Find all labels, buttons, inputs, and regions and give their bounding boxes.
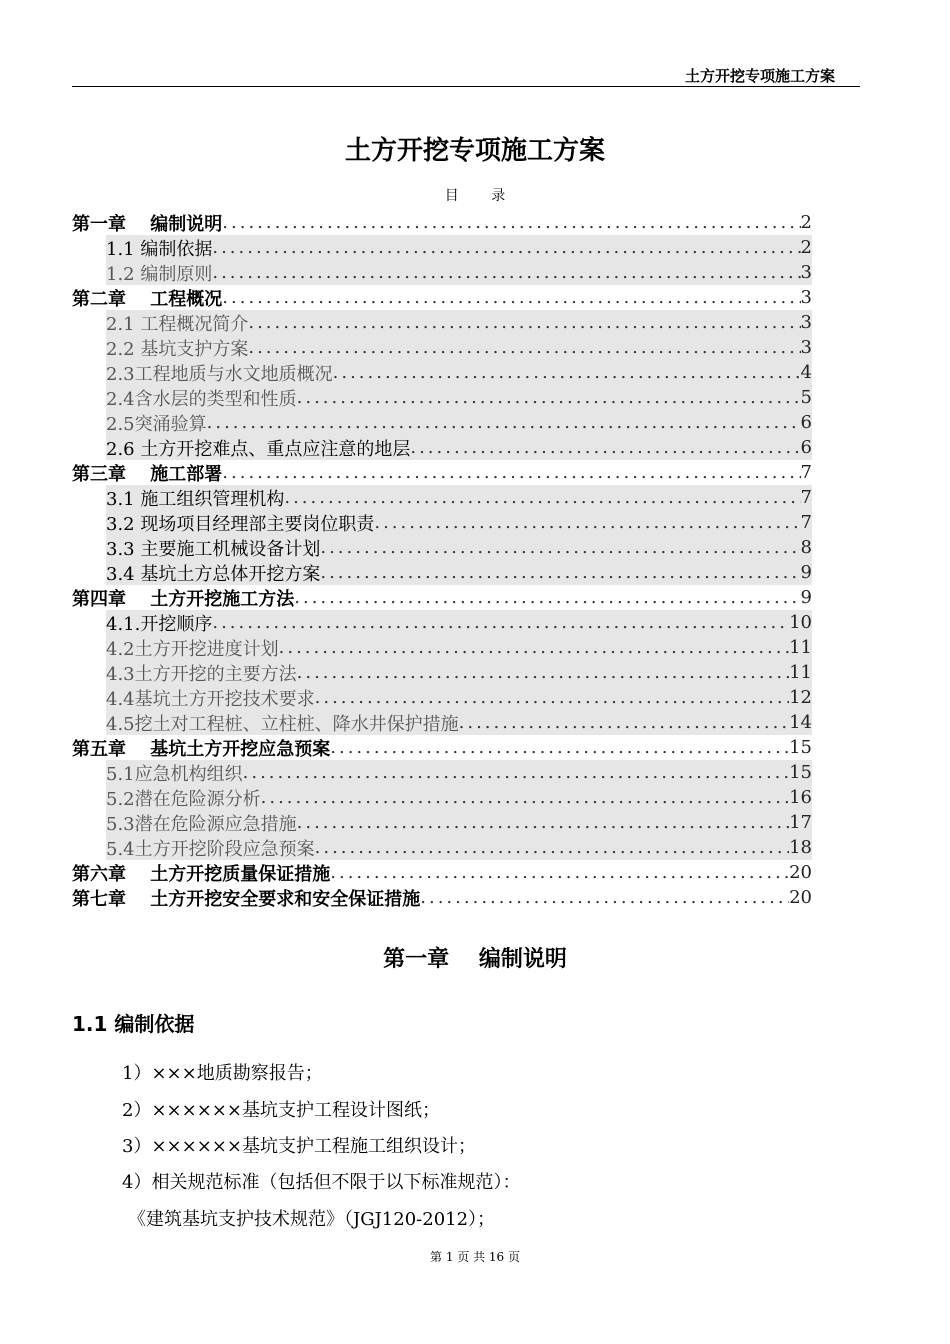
toc-dot-leader — [374, 512, 800, 533]
toc-dot-leader — [297, 812, 789, 833]
toc-entry-label: 第一章 编制说明 — [72, 213, 223, 235]
toc-section-entry[interactable] — [106, 235, 812, 260]
section-heading: 1.1 编制依据 — [72, 1012, 195, 1036]
toc-section-entry[interactable] — [106, 485, 812, 510]
toc-entry-label: 4.5挖土对工程桩、立柱桩、降水井保护措施 — [106, 713, 459, 735]
toc-page-number: 20 — [789, 887, 812, 908]
toc-entry-label: 3.2 现场项目经理部主要岗位职责 — [106, 513, 375, 535]
paragraph-item: 1）×××地质勘察报告； — [122, 1063, 323, 1084]
toc-page-number: 7 — [800, 462, 812, 483]
toc-section-entry[interactable] — [106, 385, 812, 410]
toc-section-entry[interactable] — [106, 785, 812, 810]
toc-section-entry[interactable] — [106, 260, 812, 285]
paragraph-item: 2）××××××基坑支护工程设计图纸； — [122, 1100, 440, 1121]
header-rule — [72, 86, 860, 87]
toc-entry-label: 2.2 基坑支护方案 — [106, 338, 249, 360]
toc-page-number: 11 — [789, 662, 812, 683]
toc-page-number: 10 — [789, 612, 812, 633]
toc-dot-leader — [320, 537, 800, 558]
toc-page-number: 4 — [800, 362, 812, 383]
toc-entry-label: 1.2 编制原则 — [106, 263, 213, 285]
toc-page-number: 15 — [789, 762, 812, 783]
toc-page-number: 3 — [800, 287, 812, 308]
toc-entry-label: 3.4 基坑土方总体开挖方案 — [106, 563, 321, 585]
toc-dot-leader — [297, 662, 789, 683]
toc-dot-leader — [212, 237, 800, 258]
toc-chapter-entry[interactable] — [72, 210, 812, 235]
toc-section-entry[interactable] — [106, 660, 812, 685]
page-header-title: 土方开挖专项施工方案 — [684, 67, 835, 85]
toc-entry-label: 3.1 施工组织管理机构 — [106, 488, 285, 510]
toc-dot-leader — [212, 612, 789, 633]
toc-entry-label: 4.3土方开挖的主要方法 — [106, 663, 297, 685]
toc-page-number: 14 — [789, 712, 812, 733]
toc-dot-leader — [420, 887, 789, 908]
toc-entry-label: 5.4土方开挖阶段应急预案 — [106, 838, 315, 860]
toc-dot-leader — [315, 687, 789, 708]
paragraph-item: 《建筑基坑支护技术规范》（JGJ120-2012）； — [128, 1209, 496, 1230]
toc-dot-leader — [248, 337, 800, 358]
toc-page-number: 8 — [800, 537, 812, 558]
toc-dot-leader — [333, 362, 801, 383]
toc-section-entry[interactable] — [106, 310, 812, 335]
toc-page-number: 3 — [800, 312, 812, 333]
toc-page-number: 15 — [789, 737, 812, 758]
toc-dot-leader — [320, 562, 800, 583]
toc-entry-label: 第三章 施工部署 — [72, 463, 223, 485]
toc-page-number: 12 — [789, 687, 812, 708]
toc-section-entry[interactable] — [106, 435, 812, 460]
toc-section-entry[interactable] — [106, 360, 812, 385]
toc-entry-label: 第二章 工程概况 — [72, 288, 223, 310]
toc-entry-label: 2.1 工程概况简介 — [106, 313, 249, 335]
toc-section-entry[interactable] — [106, 535, 812, 560]
toc-page-number: 6 — [800, 412, 812, 433]
paragraph-item: 4）相关规范标准（包括但不限于以下标准规范）： — [122, 1172, 521, 1193]
table-of-contents — [72, 210, 812, 910]
toc-dot-leader — [279, 637, 789, 658]
toc-entry-label: 第六章 土方开挖质量保证措施 — [72, 863, 331, 885]
toc-entry-label: 5.1应急机构组织 — [106, 763, 243, 785]
toc-dot-leader — [243, 762, 789, 783]
toc-chapter-entry[interactable] — [72, 860, 812, 885]
toc-page-number: 17 — [789, 812, 812, 833]
toc-entry-label: 第七章 土方开挖安全要求和安全保证措施 — [72, 888, 421, 910]
toc-dot-leader — [410, 437, 800, 458]
toc-page-number: 3 — [800, 262, 812, 283]
toc-dot-leader — [294, 587, 800, 608]
toc-entry-label: 2.6 土方开挖难点、重点应注意的地层 — [106, 438, 411, 460]
toc-page-number: 5 — [800, 387, 812, 408]
toc-dot-leader — [330, 737, 789, 758]
toc-page-number: 7 — [800, 487, 812, 508]
toc-dot-leader — [207, 412, 801, 433]
toc-entry-label: 4.1.开挖顺序 — [106, 613, 213, 635]
toc-section-entry[interactable] — [106, 610, 812, 635]
toc-dot-leader — [222, 287, 800, 308]
toc-entry-label: 5.2潜在危险源分析 — [106, 788, 261, 810]
toc-entry-label: 4.4基坑土方开挖技术要求 — [106, 688, 315, 710]
toc-entry-label: 5.3潜在危险源应急措施 — [106, 813, 297, 835]
toc-dot-leader — [248, 312, 800, 333]
toc-dot-leader — [261, 787, 789, 808]
toc-page-number: 2 — [800, 237, 812, 258]
paragraph-item: 3）××××××基坑支护工程施工组织设计； — [122, 1136, 476, 1157]
toc-page-number: 16 — [789, 787, 812, 808]
toc-heading: 目 录 — [444, 188, 520, 204]
toc-chapter-entry[interactable] — [72, 585, 812, 610]
toc-entry-label: 第五章 基坑土方开挖应急预案 — [72, 738, 331, 760]
toc-page-number: 2 — [800, 212, 812, 233]
toc-entry-label: 3.3 主要施工机械设备计划 — [106, 538, 321, 560]
toc-dot-leader — [284, 487, 800, 508]
toc-chapter-entry[interactable] — [72, 460, 812, 485]
toc-entry-label: 2.4含水层的类型和性质 — [106, 388, 297, 410]
toc-page-number: 7 — [800, 512, 812, 533]
toc-entry-label: 第四章 土方开挖施工方法 — [72, 588, 295, 610]
toc-page-number: 3 — [800, 337, 812, 358]
chapter-heading: 第一章 编制说明 — [383, 947, 567, 972]
toc-section-entry[interactable] — [106, 760, 812, 785]
toc-entry-label: 2.3工程地质与水文地质概况 — [106, 363, 333, 385]
toc-entry-label: 1.1 编制依据 — [106, 238, 213, 260]
toc-dot-leader — [212, 262, 800, 283]
toc-section-entry[interactable] — [106, 810, 812, 835]
toc-chapter-entry[interactable] — [72, 285, 812, 310]
page-footer: 第 1 页 共 16 页 — [430, 1250, 520, 1264]
toc-section-entry[interactable] — [106, 635, 812, 660]
toc-page-number: 6 — [800, 437, 812, 458]
toc-chapter-entry[interactable] — [72, 735, 812, 760]
toc-dot-leader — [297, 387, 801, 408]
toc-dot-leader — [222, 462, 800, 483]
toc-section-entry[interactable] — [106, 410, 812, 435]
document-title: 土方开挖专项施工方案 — [344, 136, 605, 166]
toc-entry-label: 4.2土方开挖进度计划 — [106, 638, 279, 660]
toc-section-entry[interactable] — [106, 710, 812, 735]
toc-dot-leader — [330, 862, 789, 883]
toc-section-entry[interactable] — [106, 335, 812, 360]
toc-page-number: 11 — [789, 637, 812, 658]
toc-dot-leader — [222, 212, 800, 233]
toc-section-entry[interactable] — [106, 510, 812, 535]
toc-page-number: 18 — [789, 837, 812, 858]
toc-page-number: 9 — [800, 562, 812, 583]
toc-section-entry[interactable] — [106, 835, 812, 860]
toc-page-number: 9 — [800, 587, 812, 608]
toc-dot-leader — [459, 712, 789, 733]
toc-chapter-entry[interactable] — [72, 885, 812, 910]
toc-entry-label: 2.5突涌验算 — [106, 413, 207, 435]
toc-section-entry[interactable] — [106, 560, 812, 585]
toc-dot-leader — [315, 837, 789, 858]
toc-page-number: 20 — [789, 862, 812, 883]
toc-section-entry[interactable] — [106, 685, 812, 710]
